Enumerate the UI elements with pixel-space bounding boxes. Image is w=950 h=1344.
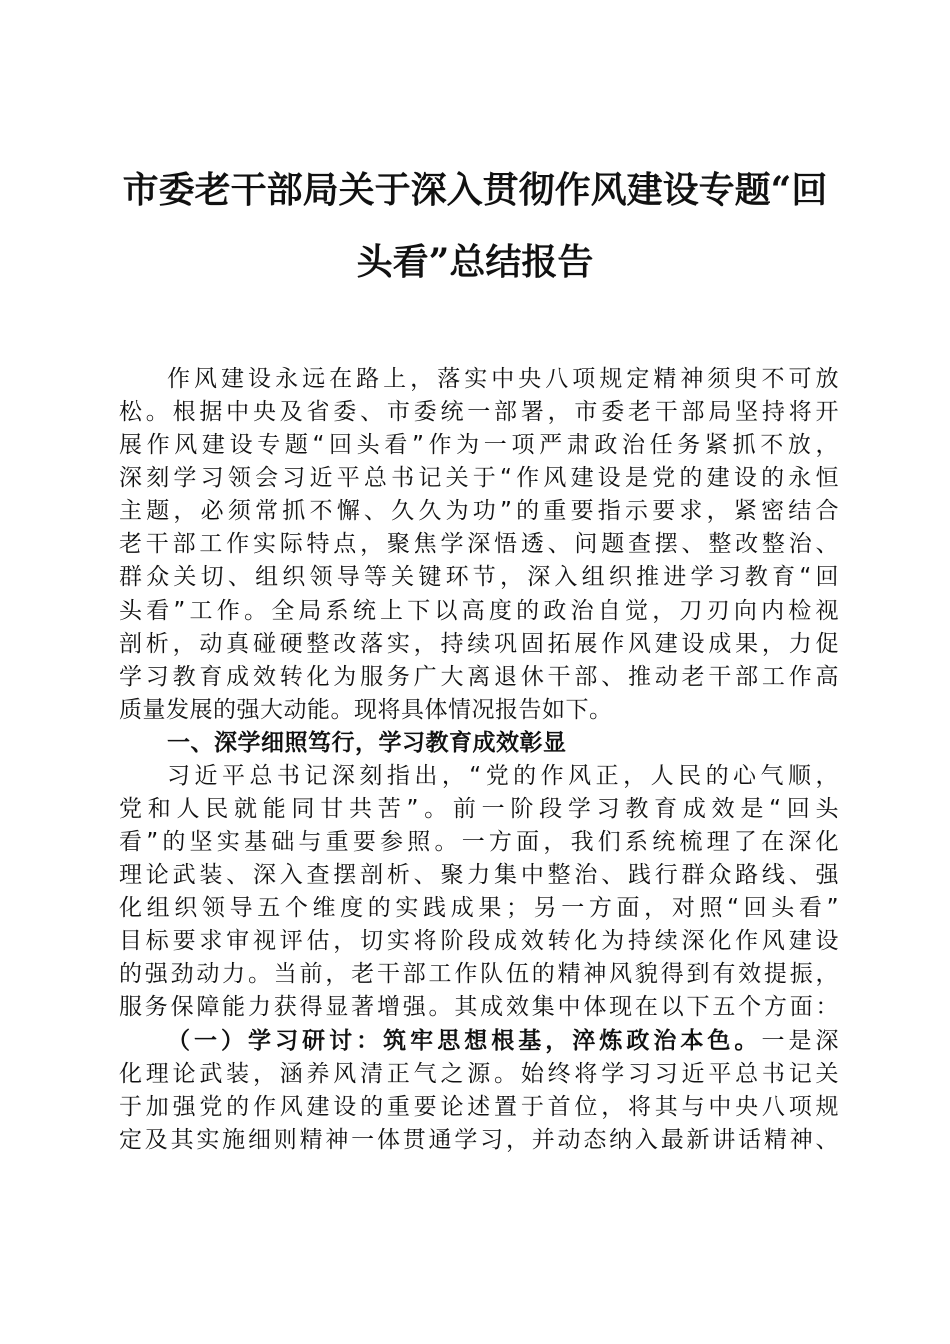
paragraph-line: 服务保障能力获得显著增强。其成效集中体现在以下五个方面： xyxy=(119,994,839,1021)
paragraph-line: 深刻学习领会习近平总书记关于“作风建设是党的建设的永恒 xyxy=(119,465,839,492)
paragraph-line: 展作风建设专题“回头看”作为一项严肃政治任务紧抓不放， xyxy=(119,432,839,459)
paragraph-line: 松。根据中央及省委、市委统一部署，市委老干部局坚持将开 xyxy=(119,399,839,426)
paragraph-line: 头看”工作。全局系统上下以高度的政治自觉，刀刃向内检视 xyxy=(119,597,839,624)
paragraph-line: 目标要求审视评估，切实将阶段成效转化为持续深化作风建设 xyxy=(119,928,839,955)
paragraph-line: 化理论武装，涵养风清正气之源。始终将学习习近平总书记关 xyxy=(119,1060,839,1087)
document-body xyxy=(119,363,839,1157)
paragraph-line: 于加强党的作风建设的重要论述置于首位，将其与中央八项规 xyxy=(119,1093,839,1120)
subsection-title: （一）学习研讨：筑牢思想根基，淬炼政治本色。 xyxy=(167,1027,762,1054)
paragraph-line: 理论武装、深入查摆剖析、聚力集中整治、践行群众路线、强 xyxy=(119,862,839,889)
paragraph-line: 定及其实施细则精神一体贯通学习，并动态纳入最新讲话精神、 xyxy=(119,1126,839,1153)
document-title-line-1: 市委老干部局关于深入贯彻作风建设专题“回 xyxy=(122,169,828,211)
paragraph-line: 质量发展的强大动能。现将具体情况报告如下。 xyxy=(119,696,613,723)
subsection-text: 一是深 xyxy=(761,1027,840,1054)
paragraph-line: 作风建设永远在路上，落实中央八项规定精神须臾不可放 xyxy=(167,366,839,392)
subsection-line xyxy=(119,1025,839,1058)
paragraph-line: 主题，必须常抓不懈、久久为功”的重要指示要求，紧密结合 xyxy=(119,498,839,525)
paragraph-line: 群众关切、组织领导等关键环节，深入组织推进学习教育“回 xyxy=(119,564,839,591)
paragraph-line: 习近平总书记深刻指出，“党的作风正，人民的心气顺， xyxy=(167,762,839,789)
paragraph-line: 党和人民就能同甘共苦”。前一阶段学习教育成效是“回头 xyxy=(119,796,839,823)
paragraph-line: 化组织领导五个维度的实践成果；另一方面，对照“回头看” xyxy=(119,895,839,922)
paragraph-line: 剖析，动真碰硬整改落实，持续巩固拓展作风建设成果，力促 xyxy=(119,630,839,657)
paragraph-line: 看”的坚实基础与重要参照。一方面，我们系统梳理了在深化 xyxy=(119,829,839,856)
document-title-line-2: 头看”总结报告 xyxy=(356,241,594,283)
paragraph-line: 的强劲动力。当前，老干部工作队伍的精神风貌得到有效提振， xyxy=(119,961,839,988)
paragraph-line: 学习教育成效转化为服务广大离退休干部、推动老干部工作高 xyxy=(119,663,839,690)
section-heading: 一、深学细照笃行，学习教育成效彰显 xyxy=(167,729,567,756)
paragraph-line: 老干部工作实际特点，聚焦学深悟透、问题查摆、整改整治、 xyxy=(119,531,839,558)
